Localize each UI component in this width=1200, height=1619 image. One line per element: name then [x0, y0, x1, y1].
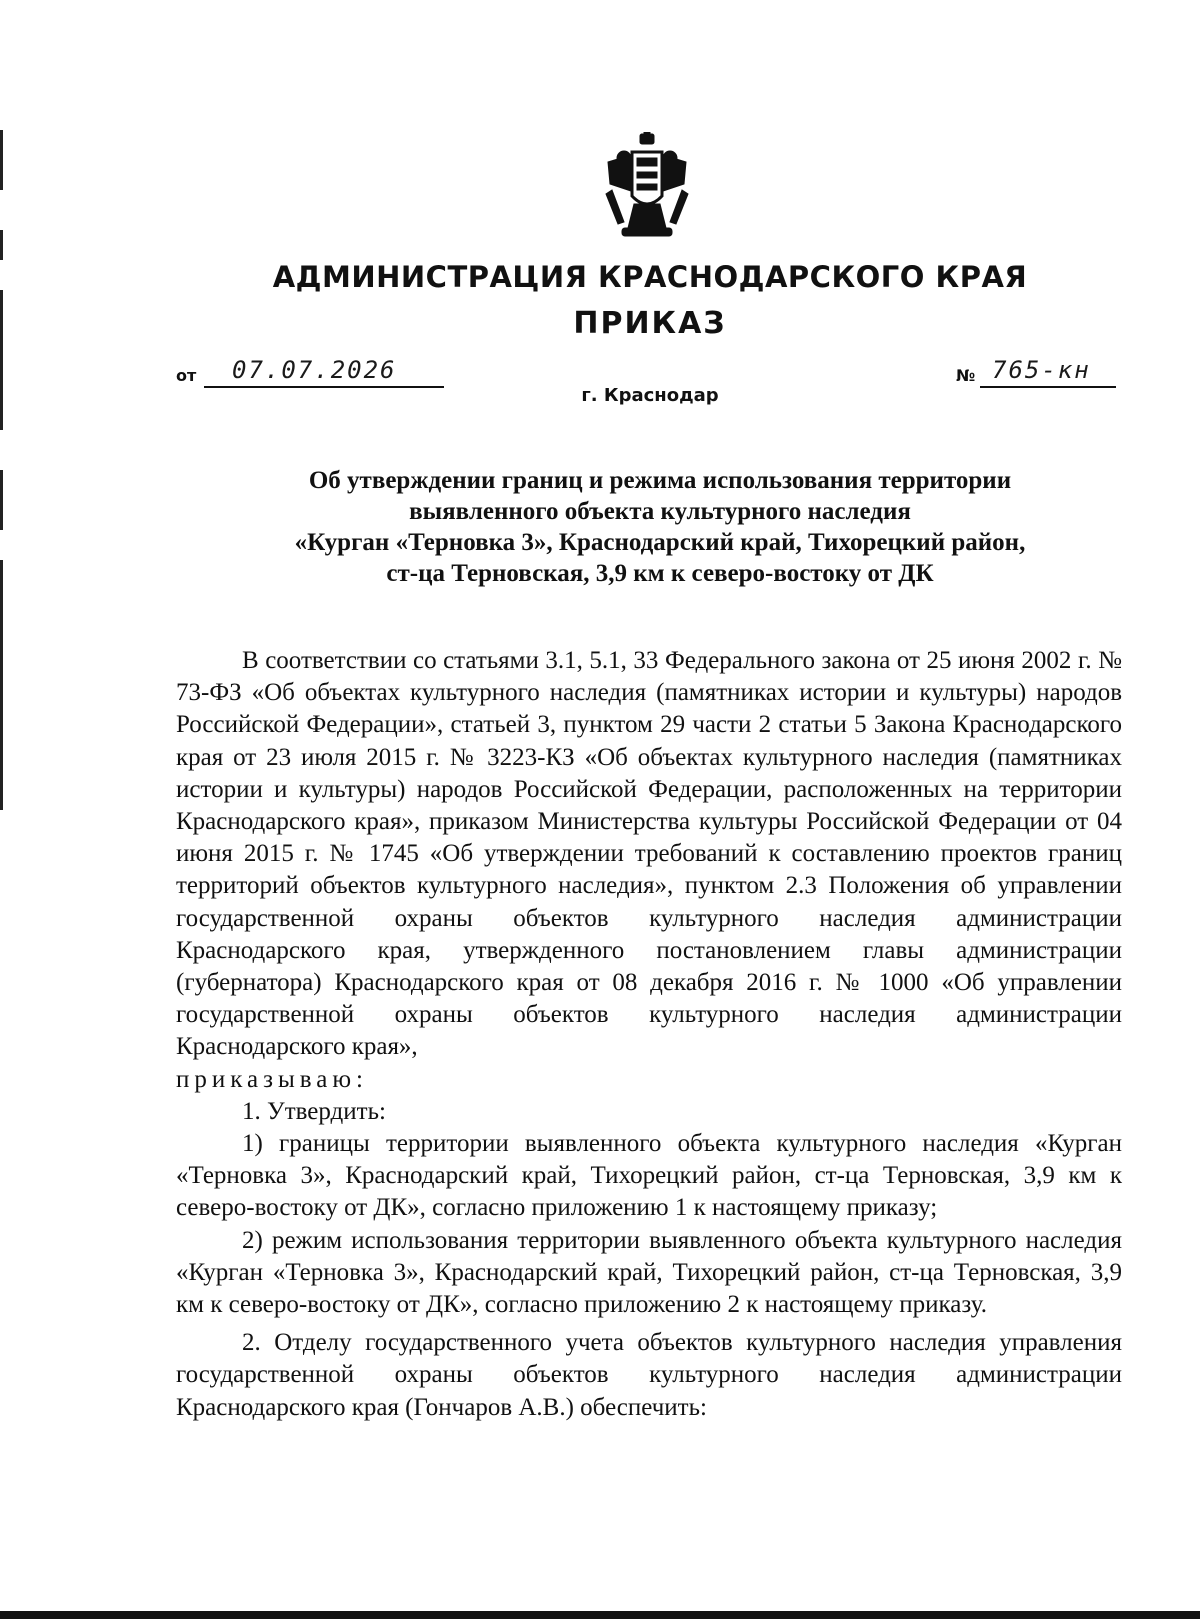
- city: г. Краснодар: [581, 385, 719, 406]
- order-word: приказываю:: [176, 1065, 368, 1093]
- document-body: [176, 645, 1122, 1424]
- number-label: №: [956, 366, 976, 385]
- document-title: [170, 465, 1150, 589]
- title-line: «Курган «Терновка 3», Краснодарский край, Тихорецкий район,: [294, 529, 1026, 556]
- title-line: выявленного объекта культурного наследия: [409, 498, 911, 525]
- title-line: Об утверждении границ и режима использования территории: [308, 467, 1012, 494]
- item-2: 2. Отделу государственного учета объектов культурного наследия управления государственной охраны объектов культурного наследия администрации Краснодарского края (Гончаров А.В.) обеспечить:: [176, 1329, 1122, 1421]
- item-1-1: 1) границы территории выявленного объекта культурного наследия «Курган «Терновка 3», Краснодарский край, Тихорецкий район, ст-ца Терновская, 3,9 км к северо-востоку от ДК», согласно приложению 1 к настоящему приказу;: [176, 1130, 1122, 1222]
- date-handwritten: 07.07.2026: [232, 356, 397, 384]
- preamble-paragraph: В соответствии со статьями 3.1, 5.1, 33 Федерального закона от 25 июня 2002 г. № 73-ФЗ «Об объектах культурного наследия (памятниках истории и культуры) народов Российской Федерации», статьей 3, пунктом 29 части 2 статьи 5 Закона Краснодарского края от 23 июля 2015 г. № 3223-КЗ «Об объектах культурного наследия (памятниках истории и культуры) народов Российской Федерации, расположенных на территории Краснодарского края», приказом Министерства культуры Российской Федерации от 04 июня 2015 г. № 1745 «Об утверждении требований к составлению проектов границ территорий объектов культурного наследия», пунктом 2.3 Положения об управлении государственной охраны объектов культурного наследия администрации Краснодарского края, утвержденного постановлением главы администрации (губернатора) Краснодарского края от 08 декабря 2016 г. № 1000 «Об управлении государственной охраны объектов культурного наследия администрации Краснодарского края»,: [176, 647, 1122, 1061]
- date-label: от: [176, 366, 197, 385]
- item-1-2: 2) режим использования территории выявленного объекта культурного наследия «Курган «Терновка 3», Краснодарский край, Тихорецкий район, ст-ца Терновская, 3,9 км к северо-востоку от ДК», согласно приложению 2 к настоящему приказу.: [176, 1226, 1122, 1319]
- document-type: ПРИКАЗ: [573, 306, 727, 341]
- organization-name: АДМИНИСТРАЦИЯ КРАСНОДАРСКОГО КРАЯ: [272, 260, 1028, 294]
- coat-of-arms-icon: [604, 132, 690, 242]
- number-handwritten: 765-кн: [992, 356, 1091, 384]
- item-1: 1. Утвердить:: [242, 1097, 386, 1125]
- title-line: ст-ца Терновская, 3,9 км к северо-востоку от ДК: [386, 560, 934, 587]
- scan-bottom-edge: [0, 1611, 1200, 1619]
- scan-edge-marks: [0, 0, 4, 1619]
